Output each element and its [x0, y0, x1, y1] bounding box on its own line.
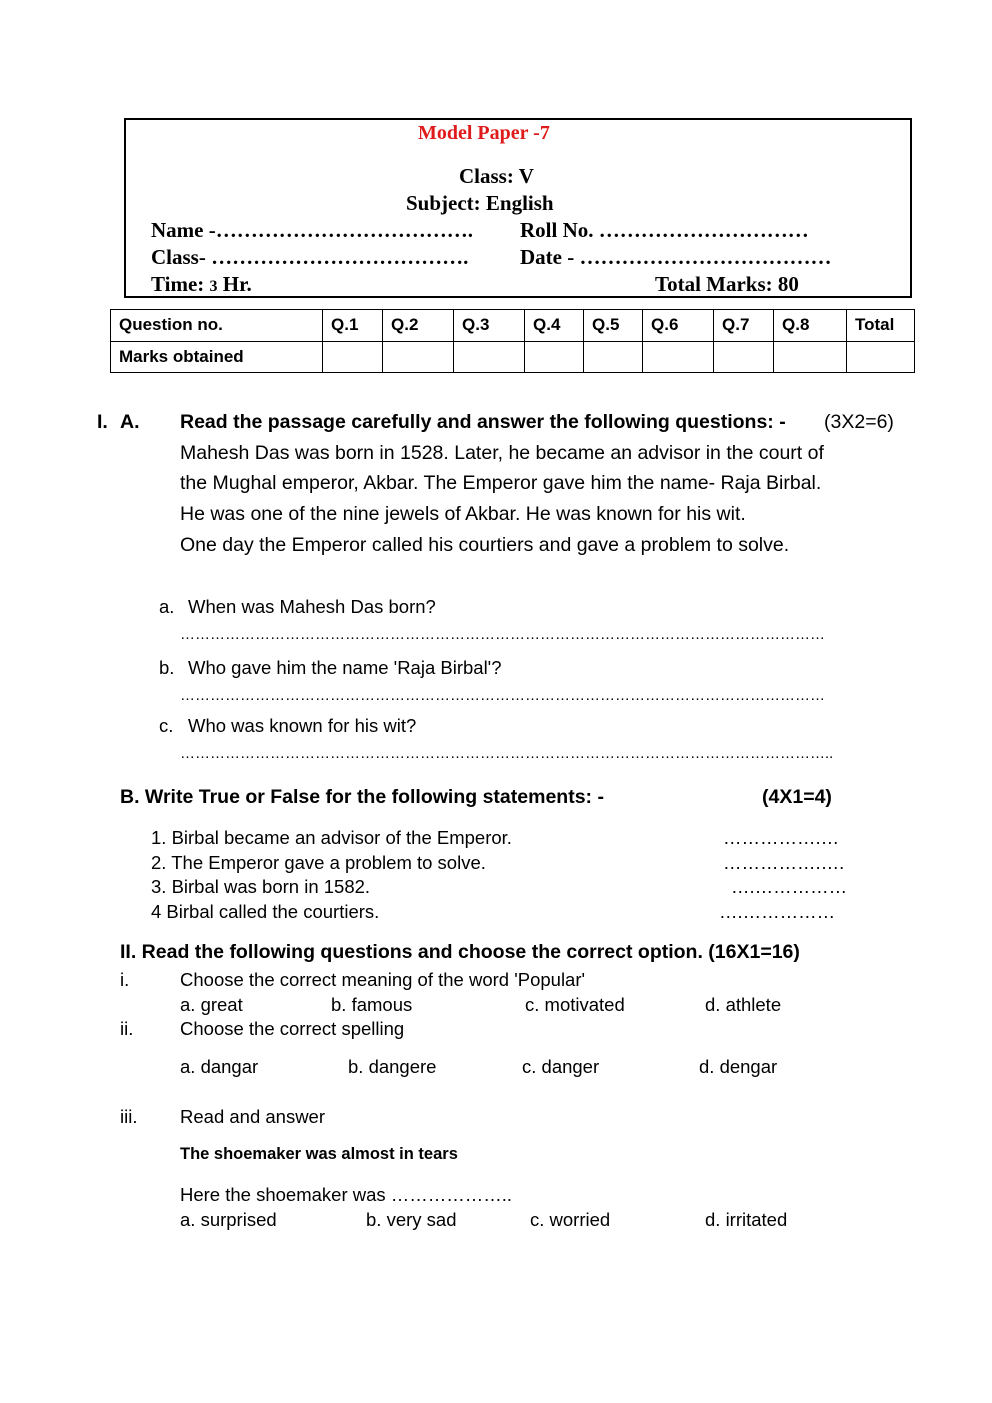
table-cell: Marks obtained: [111, 341, 323, 373]
statement-blank[interactable]: ….……………: [731, 876, 848, 897]
table-cell: Q.8: [774, 310, 847, 342]
time-label: Time:: [151, 272, 210, 296]
passage-line: He was one of the nine jewels of Akbar. He was known for his wit.: [180, 503, 746, 525]
passage-line: One day the Emperor called his courtiers and gave a problem to solve.: [180, 534, 790, 556]
marks-input-cell[interactable]: [323, 341, 383, 373]
section-b-heading: B. Write True or False for the following statements: -: [120, 786, 604, 808]
question-text: Read and answer: [180, 1106, 326, 1127]
marks-table: [110, 309, 915, 373]
statement-blank[interactable]: ….……………: [719, 901, 836, 922]
marks-input-cell[interactable]: [643, 341, 714, 373]
statement-text: 2. The Emperor gave a problem to solve.: [151, 852, 486, 873]
marks-input-cell[interactable]: [383, 341, 454, 373]
question-text: Choose the correct meaning of the word 'Popular': [180, 969, 586, 990]
part-a-label: A.: [120, 411, 140, 433]
option[interactable]: a. dangar: [180, 1056, 259, 1077]
marks-input-cell[interactable]: [584, 341, 643, 373]
section-number: I.: [97, 411, 108, 433]
paper-title: Model Paper -7: [418, 122, 550, 144]
table-cell: Q.6: [643, 310, 714, 342]
section-b-marks: (4X1=4): [762, 786, 832, 808]
question-text: Choose the correct spelling: [180, 1018, 405, 1039]
marks-input-cell[interactable]: [774, 341, 847, 373]
passage-line: the Mughal emperor, Akbar. The Emperor gave him the name- Raja Birbal.: [180, 472, 822, 494]
option[interactable]: b. very sad: [366, 1209, 457, 1230]
option[interactable]: d. irritated: [705, 1209, 788, 1230]
question-label: c.: [159, 715, 174, 736]
option[interactable]: c. motivated: [525, 994, 625, 1015]
date-field: Date - ………………………………: [520, 245, 832, 269]
question-label: a.: [159, 596, 175, 617]
answer-line[interactable]: …………………………………………………………………………………………………………………..: [180, 745, 834, 762]
statement-text: 4 Birbal called the courtiers.: [151, 901, 380, 922]
option[interactable]: c. worried: [530, 1209, 611, 1230]
class-heading: Class: V: [459, 164, 534, 188]
statement-text: 1. Birbal became an advisor of the Emperor.: [151, 827, 512, 848]
table-row: [111, 310, 915, 342]
marks-input-cell[interactable]: [525, 341, 584, 373]
answer-line[interactable]: …………………………………………………………………………………………………………………: [180, 626, 825, 643]
question-text: Who gave him the name 'Raja Birbal'?: [188, 657, 502, 678]
passage-line: Mahesh Das was born in 1528. Later, he became an advisor in the court of: [180, 442, 824, 464]
quoted-sentence: The shoemaker was almost in tears: [180, 1145, 458, 1163]
question-number: ii.: [120, 1018, 134, 1039]
section-2-heading: II. Read the following questions and choose the correct option. (16X1=16): [120, 941, 800, 963]
class-field: Class- ……………………………….: [151, 245, 469, 269]
table-cell: Q.3: [454, 310, 525, 342]
table-cell: Q.4: [525, 310, 584, 342]
total-marks: Total Marks: 80: [655, 272, 799, 296]
table-cell: Q.5: [584, 310, 643, 342]
option[interactable]: b. famous: [331, 994, 413, 1015]
time-unit: Hr.: [217, 272, 252, 296]
marks-input-cell[interactable]: [454, 341, 525, 373]
table-cell: Total: [847, 310, 915, 342]
time-field: [151, 272, 252, 297]
question-prompt: Here the shoemaker was ………………..: [180, 1184, 513, 1205]
section-marks: (3X2=6): [824, 411, 894, 433]
roll-no-field: Roll No. …………………………: [520, 218, 809, 242]
option[interactable]: a. surprised: [180, 1209, 277, 1230]
name-field: Name -……………………………….: [151, 218, 473, 242]
time-value: 3: [209, 278, 218, 295]
table-cell: Q.7: [714, 310, 774, 342]
table-cell: Q.2: [383, 310, 454, 342]
question-text: Who was known for his wit?: [188, 715, 417, 736]
statement-blank[interactable]: …………….…: [723, 827, 840, 848]
option[interactable]: d. dengar: [699, 1056, 778, 1077]
section-heading: Read the passage carefully and answer the following questions: -: [180, 411, 786, 433]
question-number: iii.: [120, 1106, 138, 1127]
subject-heading: Subject: English: [406, 191, 554, 215]
option[interactable]: c. danger: [522, 1056, 600, 1077]
option[interactable]: b. dangere: [348, 1056, 437, 1077]
marks-input-cell[interactable]: [847, 341, 915, 373]
table-cell: Question no.: [111, 310, 323, 342]
table-row: [111, 341, 915, 373]
question-text: When was Mahesh Das born?: [188, 596, 436, 617]
statement-blank[interactable]: …………….….: [723, 852, 845, 873]
question-number: i.: [120, 969, 130, 990]
answer-line[interactable]: …………………………………………………………………………………………………………………: [180, 687, 825, 704]
statement-text: 3. Birbal was born in 1582.: [151, 876, 371, 897]
table-cell: Q.1: [323, 310, 383, 342]
question-label: b.: [159, 657, 175, 678]
option[interactable]: d. athlete: [705, 994, 782, 1015]
option[interactable]: a. great: [180, 994, 243, 1015]
marks-input-cell[interactable]: [714, 341, 774, 373]
